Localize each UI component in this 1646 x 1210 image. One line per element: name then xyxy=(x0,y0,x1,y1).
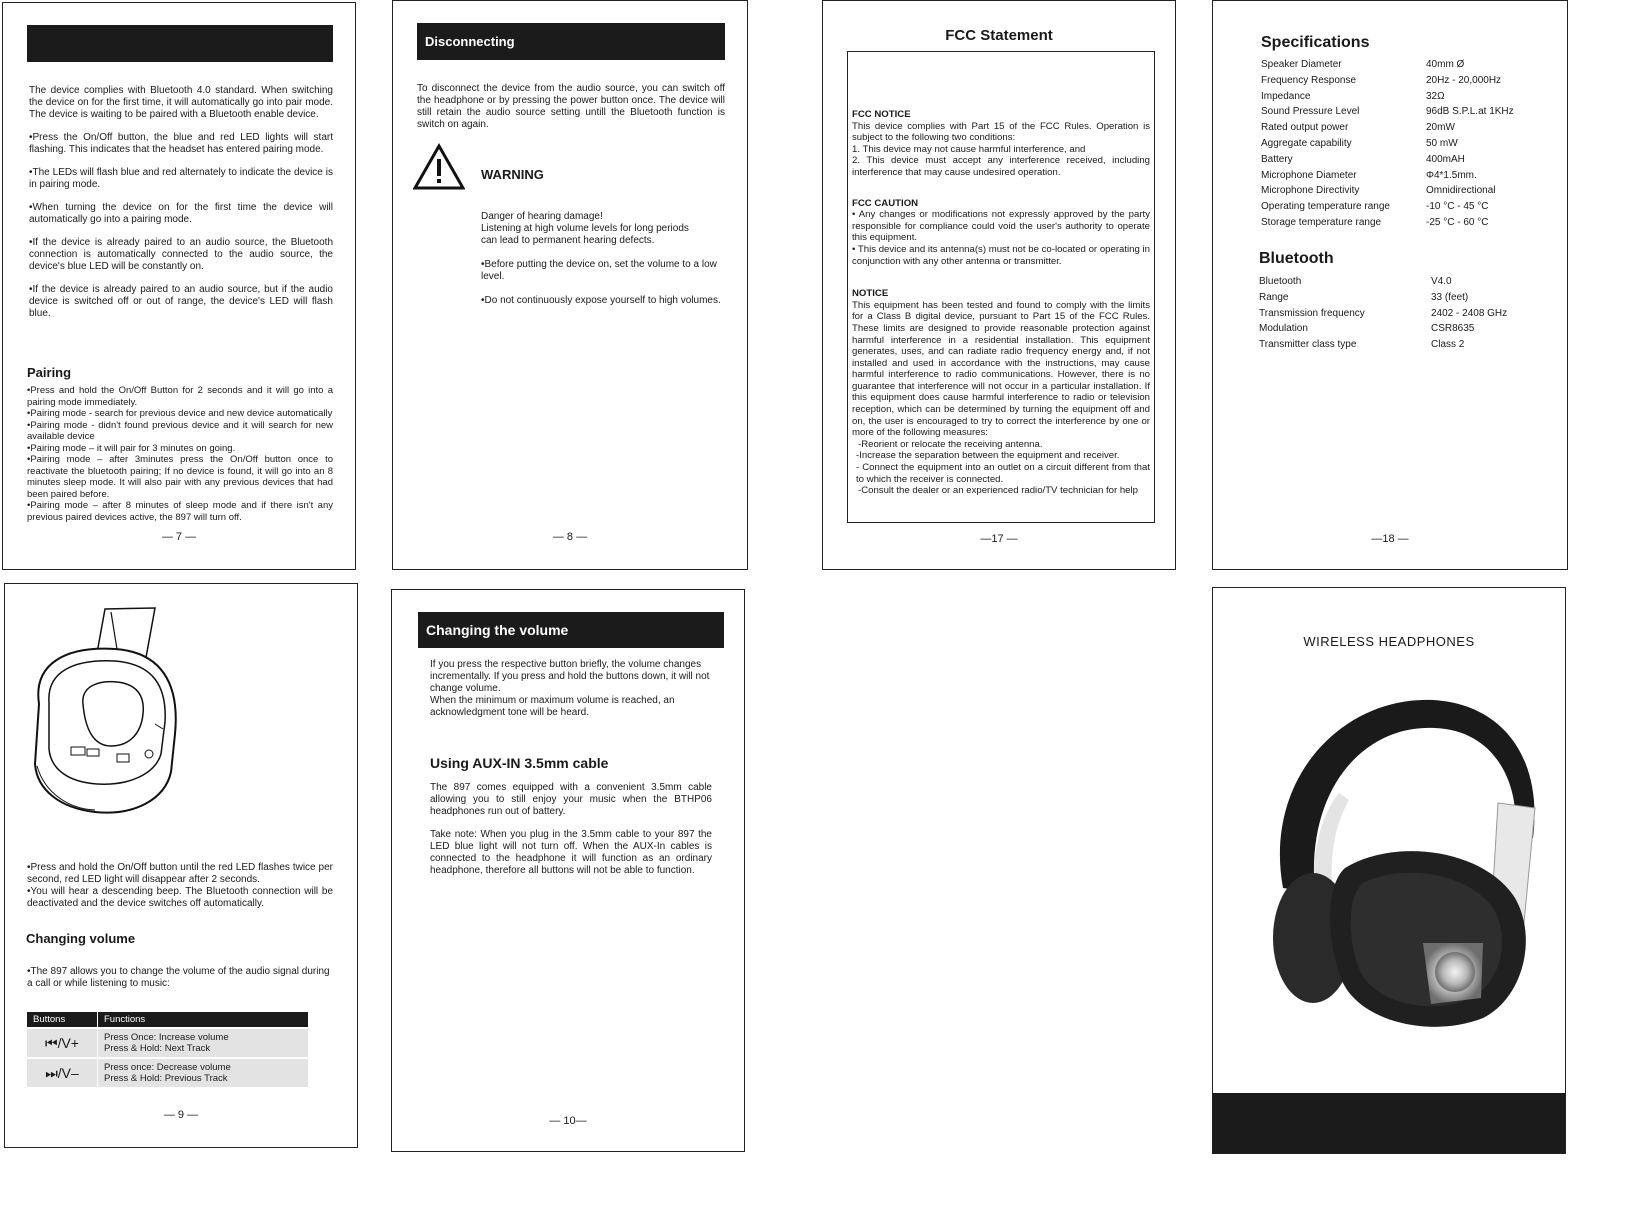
spec-value: 20Hz - 20,000Hz xyxy=(1426,74,1502,86)
button-prev-vol-down: ⏭/V– xyxy=(27,1058,98,1087)
page-9-intro xyxy=(27,862,333,910)
table-row xyxy=(27,1028,309,1058)
warning-line: •Do not continuously expose yourself to high volumes. xyxy=(481,295,721,306)
page-number: —18 — xyxy=(1371,533,1409,545)
spec-key: Bluetooth xyxy=(1259,276,1302,287)
fcc-notice-title: FCC NOTICE xyxy=(852,109,911,120)
paragraph: - Connect the equipment into an outlet on a circuit different from that to which the receiver is connected. xyxy=(856,462,1150,485)
paragraph: • This device and its antenna(s) must not be co-located or operating in conjunction with any other antenna or transmitter. xyxy=(852,243,1150,267)
paragraph: •You will hear a descending beep. The Bluetooth connection will be deactivated and the device switches off automatically. xyxy=(27,886,333,909)
spec-row xyxy=(1259,337,1507,353)
warning-label: WARNING xyxy=(481,167,544,182)
page-title: FCC Statement xyxy=(945,27,1053,44)
spec-key: Operating temperature range xyxy=(1261,201,1390,213)
paragraph: •If the device is already paired to an audio source, but if the audio device is switched off or out of range, the device's LED will flash blue. xyxy=(29,284,333,319)
function-line: Press Once: Increase volume xyxy=(104,1032,229,1043)
page-17 xyxy=(822,0,1176,570)
spec-key: Rated output power xyxy=(1261,122,1349,134)
button-functions-table xyxy=(27,1012,309,1087)
spec-key: Transmission frequency xyxy=(1259,307,1365,319)
spec-row xyxy=(1261,215,1514,231)
warning-icon xyxy=(413,143,465,191)
spec-row xyxy=(1261,89,1514,105)
paragraph: •Press the On/Off button, the blue and red LED lights will start flashing. This indicates that the headset has entered pairing mode. xyxy=(29,132,333,155)
paragraph: Take note: When you plug in the 3.5mm cable to your 897 the LED blue light will not turn off. When the AUX-In cables is connected to the headphone it will function as an ordinary headphone, therefore all buttons will not be able to function. xyxy=(430,829,712,876)
spec-row xyxy=(1261,120,1514,136)
bluetooth-heading: Bluetooth xyxy=(1259,250,1334,267)
spec-key: Modulation xyxy=(1259,323,1308,335)
spec-value: 96dB S.P.L.at 1KHz xyxy=(1426,106,1514,118)
paragraph: To disconnect the device from the audio source, you can switch off the headphone or by pressing the power button once. The device will still retain the audio source setting untill the Bluetooth function is switch on again. xyxy=(417,83,725,130)
function-line: Press & Hold: Previous Track xyxy=(104,1073,228,1084)
spec-row xyxy=(1261,183,1514,199)
page-7 xyxy=(2,2,356,570)
warning-line: •Before putting the device on, set the volume to a low level. xyxy=(481,259,717,282)
function-cell xyxy=(98,1058,309,1087)
paragraph: •If the device is already paired to an audio source, the Bluetooth connection is automatically connected to the audio source, the device's blue LED will be constantly on. xyxy=(29,237,333,272)
spec-value: 50 mW xyxy=(1426,137,1458,149)
spec-key: Aggregate capability xyxy=(1261,137,1352,149)
list-item: •Pairing mode – after 3minutes press the On/Off button once to reactivate the bluetooth pairing; If no device is found, it will go into an 8 minutes sleep mode. It will also pair with any previous devices that had been paired before. xyxy=(27,454,333,500)
button-next-vol-up: ⏮/V+ xyxy=(27,1028,98,1058)
list-item: •Press and hold the On/Off Button for 2 seconds and it will go into a pairing mode immediately. xyxy=(27,385,333,408)
spec-value: -25 °C - 60 °C xyxy=(1426,216,1489,228)
spec-row xyxy=(1259,306,1507,322)
notice-title: NOTICE xyxy=(852,288,889,300)
function-cell xyxy=(98,1028,309,1058)
changing-volume-heading: Changing volume xyxy=(26,931,136,946)
spec-value: CSR8635 xyxy=(1431,323,1475,335)
page-7-body xyxy=(29,85,333,331)
spec-key: Microphone Diameter xyxy=(1261,169,1357,181)
headphones-image xyxy=(1253,688,1543,1028)
spec-value: -10 °C - 45 °C xyxy=(1426,201,1489,213)
spec-row xyxy=(1261,199,1514,215)
spec-row xyxy=(1261,152,1514,168)
spec-value: 2402 - 2408 GHz xyxy=(1431,307,1508,319)
spec-value: Φ4*1.5mm. xyxy=(1426,169,1477,181)
list-item: •Pairing mode - didn't found previous device and it will search for new available device xyxy=(27,419,333,442)
fcc-text xyxy=(852,109,1150,497)
warning-line: Danger of hearing damage! xyxy=(481,211,603,222)
paragraph: •When turning the device on for the first time the device will automatically go into a pairing mode. xyxy=(29,202,333,225)
table-row xyxy=(27,1058,309,1087)
list-item: •Pairing mode – after 8 minutes of sleep mode and if there isn't any previous paired devices active, the 897 will turn off. xyxy=(27,500,333,523)
spec-key: Storage temperature range xyxy=(1261,216,1382,228)
spec-value: 40mm Ø xyxy=(1426,59,1465,70)
specifications-heading: Specifications xyxy=(1261,34,1370,51)
table-header xyxy=(27,1012,309,1028)
paragraph: -Consult the dealer or an experienced radio/TV technician for help xyxy=(858,485,1138,497)
section-title: Changing the volume xyxy=(418,612,724,648)
spec-key: Transmitter class type xyxy=(1259,339,1357,351)
spec-key: Sound Pressure Level xyxy=(1261,106,1360,118)
spec-value: Omnidirectional xyxy=(1426,185,1496,197)
cover-page xyxy=(1212,587,1566,1154)
warning-text xyxy=(481,211,725,307)
spec-row xyxy=(1259,321,1507,337)
spec-key: Speaker Diameter xyxy=(1261,59,1342,70)
spec-value: V4.0 xyxy=(1431,276,1452,287)
page-number: — 9 — xyxy=(163,1109,199,1121)
page-number: — 10— xyxy=(549,1115,587,1127)
headphone-earcup-illustration xyxy=(25,604,185,819)
spec-row xyxy=(1261,104,1514,120)
list-item: •Pairing mode - search for previous device and new device automatically xyxy=(27,408,333,419)
specifications-list xyxy=(1261,57,1514,231)
page-8 xyxy=(392,0,748,570)
section-title: Disconnecting xyxy=(417,23,725,60)
spec-value: 33 (feet) xyxy=(1431,291,1469,303)
paragraph: The 897 comes equipped with a convenient 3.5mm cable allowing you to still enjoy your music when the BTHP06 headphones run out of battery. xyxy=(430,782,712,817)
paragraph: The device complies with Bluetooth 4.0 standard. When switching the device on for the first time, it will automatically go into pair mode. The device is waiting to be paired with a Bluetooth enable device. xyxy=(29,85,333,120)
function-line: Press once: Decrease volume xyxy=(104,1062,231,1073)
spec-value: Class 2 xyxy=(1431,339,1465,351)
page-number: — 8 — xyxy=(552,531,588,543)
header-functions: Functions xyxy=(98,1012,309,1028)
paragraph: •Press and hold the On/Off button until the red LED flashes twice per second, red LED light will disappear after 2 seconds. xyxy=(27,862,333,885)
paragraph: • Any changes or modifications not expressly approved by the party responsible for compliance could void the user's authority to operate this equipment. xyxy=(852,209,1150,244)
spec-key: Frequency Response xyxy=(1261,74,1357,86)
paragraph: This equipment has been tested and found to comply with the limits for a Class B digital device, pursuant to Part 15 of the FCC Rules. These limits are designed to provide reasonable protection against harmful interference in a residential installation. This equipment generates, uses, and can radiate radio frequency energy and, if not installed and used in accordance with the instructions, may cause harmful interference to radio communications. However, there is no guarantee that interference will not occur in a particular installation. If this equipment does cause harmful interference to radio or television reception, which can be determined by turning the equipment off and on, the user is encouraged to try to correct the interference by one or more of the following measures: xyxy=(852,299,1150,439)
paragraph: 1. This device may not cause harmful interference, and xyxy=(852,143,1086,155)
spec-row xyxy=(1261,73,1514,89)
header-buttons: Buttons xyxy=(27,1012,98,1028)
warning-line: can lead to permanent hearing defects. xyxy=(481,235,655,246)
page-10-aux xyxy=(430,782,712,888)
function-line: Press & Hold: Next Track xyxy=(104,1043,211,1054)
paragraph: •The 897 allows you to change the volume of the audio signal during a call or while listening to music: xyxy=(27,966,330,989)
paragraph: When the minimum or maximum volume is reached, an acknowledgment tone will be heard. xyxy=(430,695,675,718)
cover-title: WIRELESS HEADPHONES xyxy=(1303,634,1475,649)
paragraph: •The LEDs will flash blue and red alternately to indicate the device is in pairing mode. xyxy=(29,167,333,190)
page-number: — 7 — xyxy=(161,531,197,543)
spec-row xyxy=(1261,136,1514,152)
spec-value: 400mAH xyxy=(1426,153,1465,165)
paragraph: -Increase the separation between the equipment and receiver. xyxy=(856,450,1120,462)
spec-key: Impedance xyxy=(1261,90,1311,102)
page-18 xyxy=(1212,0,1568,570)
spec-row xyxy=(1259,290,1507,306)
spec-key: Microphone Directivity xyxy=(1261,185,1360,197)
spec-row xyxy=(1261,57,1514,73)
spec-key: Range xyxy=(1259,291,1289,303)
page-number: —17 — xyxy=(980,533,1018,545)
warning-line: Listening at high volume levels for long periods xyxy=(481,223,689,234)
spec-row xyxy=(1261,168,1514,184)
spec-value: 20mW xyxy=(1426,122,1455,134)
fcc-caution-title: FCC CAUTION xyxy=(852,197,919,209)
pairing-list xyxy=(27,385,333,523)
header-bar xyxy=(27,25,333,62)
page-10 xyxy=(391,589,745,1152)
spec-row xyxy=(1259,274,1507,290)
pairing-heading: Pairing xyxy=(27,365,72,380)
bluetooth-list xyxy=(1259,274,1507,353)
aux-heading: Using AUX-IN 3.5mm cable xyxy=(430,755,609,771)
page-10-body xyxy=(430,659,712,719)
list-item: •Pairing mode – it will pair for 3 minutes on going. xyxy=(27,442,236,454)
spec-value: 32Ω xyxy=(1426,90,1445,102)
paragraph: 2. This device must accept any interference received, including interference that may cause undesired operation. xyxy=(852,155,1150,178)
paragraph: If you press the respective button briefly, the volume changes incrementally. If you press and hold the buttons down, it will not change volume. xyxy=(430,659,710,694)
page-9 xyxy=(4,583,358,1148)
paragraph: This device complies with Part 15 of the FCC Rules. Operation is subject to the following two conditions: xyxy=(852,120,1150,144)
cover-bottom-bar xyxy=(1213,1093,1565,1153)
paragraph: -Reorient or relocate the receiving antenna. xyxy=(858,438,1043,450)
spec-key: Battery xyxy=(1261,153,1293,165)
